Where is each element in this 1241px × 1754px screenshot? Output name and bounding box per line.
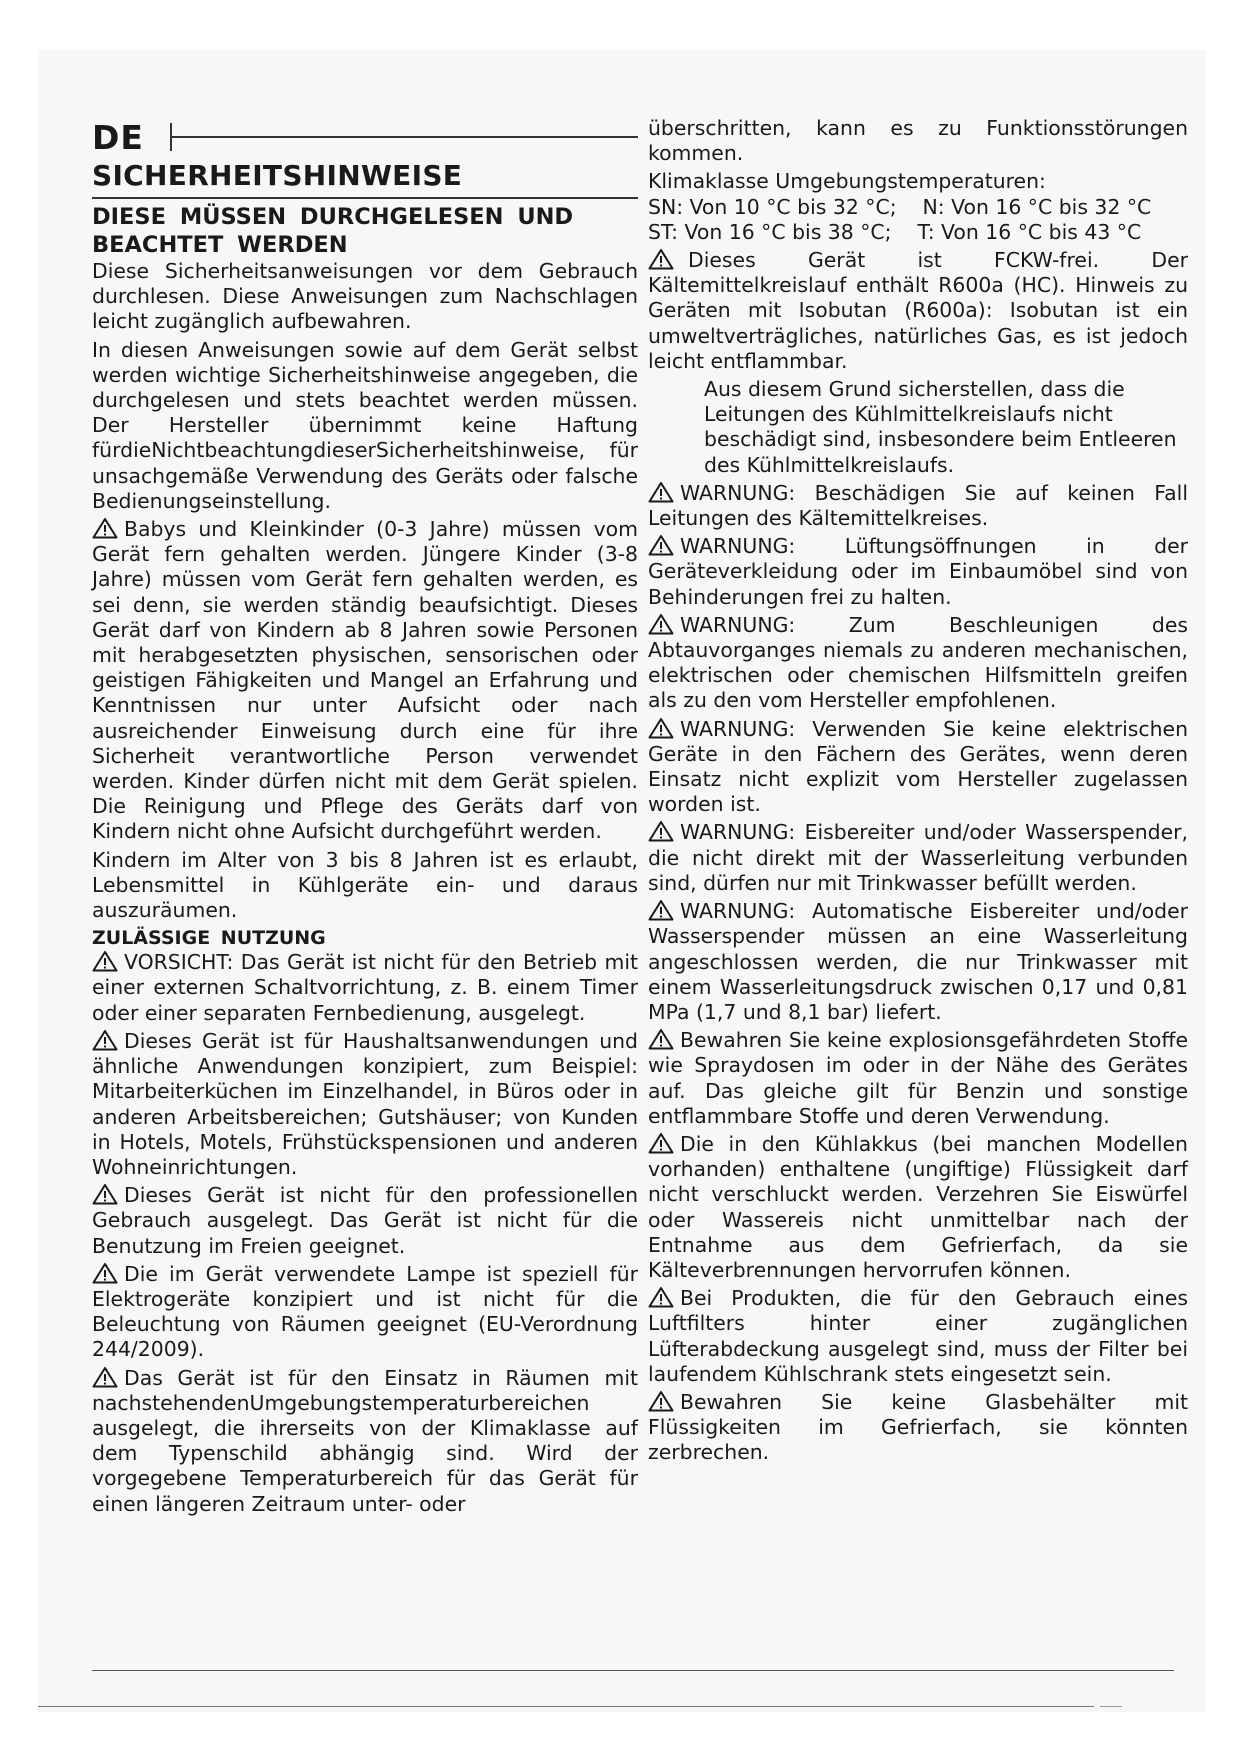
paragraph — [92, 1262, 638, 1363]
warning-icon — [648, 820, 674, 842]
paragraph-text: Bei Produkten, die für den Gebrauch eines Luftfilters hinter einer zugänglichen Lüfterabdeckung ausgelegt sind, muss der Filter bei laufendem Kühlschrank stets eingesetzt sein. — [648, 1286, 1188, 1386]
paragraph — [92, 950, 638, 1026]
paragraph — [92, 1366, 638, 1517]
warning-icon — [648, 1390, 674, 1412]
warning-icon — [648, 613, 674, 635]
right-column — [648, 116, 1188, 1469]
warning-icon — [92, 1366, 118, 1388]
paragraph: Diese Sicherheitsanweisungen vor dem Gebrauch durchlesen. Diese Anweisungen zum Nachschlagen leicht zugänglich aufbewahren. — [92, 259, 638, 334]
paragraph-text: WARNUNG: Zum Beschleunigen des Abtauvorganges niemals zu anderen mechanischen, elektrischen oder chemischen Hilfsmitteln greifen als zu den vom Hersteller empfohlenen. — [648, 612, 1188, 713]
paragraph — [648, 534, 1188, 610]
language-header — [92, 118, 638, 156]
paragraph — [92, 1029, 638, 1180]
paragraph — [648, 1028, 1188, 1129]
paragraph — [648, 1390, 1188, 1466]
warning-icon — [92, 517, 118, 539]
paragraph-text: Babys und Kleinkinder (0-3 Jahre) müssen vom Gerät fern gehalten werden. Jüngere Kinder (3-8 Jahre) müssen vom Gerät fern gehalten werden, es sei denn, sie werden ständig beaufsichtigt. Dieses Gerät darf von Kindern ab 8 Jahren sowie Personen mit herabgesetzten physischen, sensorischen oder geistigen Fähigkeiten und Mangel an Erfahrung und Kenntnissen nur unter Aufsicht oder nach ausreichender Einweisung durch eine für ihre Sicherheit verantwortliche Person verwendet werden. Kinder dürfen nicht mit dem Gerät spielen. Die Reinigung und Pflege des Geräts darf von Kindern nicht ohne Aufsicht durchgeführt werden. — [92, 517, 638, 844]
warning-icon — [648, 1286, 674, 1308]
climate-heading: Klimaklasse Umgebungstemperaturen: — [648, 169, 1046, 194]
paragraph — [648, 613, 1188, 714]
paragraph-text: WARNUNG: Verwenden Sie keine elektrischen Geräte in den Fächern des Gerätes, wenn deren Einsatz nicht explizit vom Hersteller zugelassen worden ist. — [648, 716, 1188, 817]
paragraph-text: Die in den Kühlakkus (bei manchen Modellen vorhanden) enthaltene (ungiftige) Flüssigkeit darf nicht verschluckt werden. Verzehren Sie Eiswürfel oder Wassereis nicht unmittelbar nach der Entnahme aus dem Gefrierfach, da sie Kälteverbrennungen hervorrufen können. — [648, 1131, 1188, 1282]
paragraph — [648, 248, 1188, 374]
climate-t: T: Von 16 °C bis 43 °C — [917, 219, 1142, 244]
paragraph: In diesen Anweisungen sowie auf dem Gerät selbst werden wichtige Sicherheitshinweise angegeben, die durchgelesen und stets beachtet werden müssen. Der Hersteller übernimmt keine Haftung fürdieNichtbeachtungdieserSicherheitshinweise, für unsachgemäße Verwendung des Geräts oder falsche Bedienungseinstellung. — [92, 337, 638, 513]
climate-row — [648, 195, 1188, 220]
paragraph — [648, 717, 1188, 818]
paragraph — [648, 899, 1188, 1025]
paragraph-text: Bewahren Sie keine Glasbehälter mit Flüssigkeiten im Gefrierfach, sie könnten zerbrechen. — [648, 1389, 1188, 1465]
paragraph-text: Dieses Gerät ist FCKW-frei. Der Kältemittelkreislauf enthält R600a (HC). Hinweis zu Geräten mit Isobutan (R600a): Isobutan ist ein umweltverträgliches, natürliches Gas, es ist jedoch leicht entflammbar. — [648, 248, 1188, 373]
paragraph: Aus diesem Grund sicherstellen, dass die Leitungen des Kühlmittelkreislaufs nicht beschädigt sind, insbesondere beim Entleeren des Kühlmittelkreislaufs. — [704, 377, 1177, 477]
footer-divider — [92, 1670, 1174, 1671]
paragraph-text: Die im Gerät verwendete Lampe ist speziell für Elektrogeräte konzipiert und ist nicht für die Beleuchtung von Räumen geeignet (EU-Verordnung 244/2009). — [92, 1261, 638, 1362]
section-subtitle: DIESE MÜSSEN DURCHGELESEN UND BEACHTET WERDEN — [92, 204, 574, 258]
section-title: SICHERHEITSHINWEISE — [92, 158, 638, 199]
warning-icon — [648, 1132, 674, 1154]
paragraph-text: Dieses Gerät ist für Haushaltsanwendungen und ähnliche Anwendungen konzipiert, zum Beispiel: Mitarbeiterküchen im Einzelhandel, in Büros oder in anderen Arbeitsbereichen; Gutshäuser; von Kunden in Hotels, Motels, Frühstückspensionen und anderen Wohneinrichtungen. — [92, 1028, 638, 1179]
warning-icon — [648, 899, 674, 921]
paragraph — [648, 820, 1188, 896]
paragraph-text: VORSICHT: Das Gerät ist nicht für den Betrieb mit einer externen Schaltvorrichtung, z. B. einem Timer oder einer separaten Fernbedienung, ausgelegt. — [92, 950, 638, 1025]
warning-icon — [92, 1183, 118, 1205]
climate-st: ST: Von 16 °C bis 38 °C; — [648, 219, 892, 244]
paragraph-text: Das Gerät ist für den Einsatz in Räumen mit nachstehendenUmgebungstemperaturbereichen ausgelegt, die ihrerseits von der Klimaklasse auf dem Typenschild abhängig sind. Wird der vorgegebene Temperaturbereich für das Gerät für einen längeren Zeitraum unter- oder — [92, 1365, 638, 1516]
warning-icon — [648, 481, 674, 503]
paragraph: überschritten, kann es zu Funktionsstörungen kommen. — [648, 116, 1188, 166]
warning-icon — [92, 950, 118, 972]
warning-icon — [92, 1262, 118, 1284]
warning-icon — [648, 248, 674, 270]
paragraph-text: Dieses Gerät ist nicht für den professionellen Gebrauch ausgelegt. Das Gerät ist nicht für die Benutzung im Freien geeignet. — [92, 1183, 638, 1258]
paragraph-text: WARNUNG: Beschädigen Sie auf keinen Fall Leitungen des Kältemittelkreises. — [648, 480, 1188, 531]
paragraph — [648, 1286, 1188, 1387]
footer-divider — [38, 1706, 1094, 1707]
warning-icon — [648, 534, 674, 556]
paragraph-text: WARNUNG: Eisbereiter und/oder Wasserspender, die nicht direkt mit der Wasserleitung verbunden sind, dürfen nur mit Trinkwasser befüllt werden. — [648, 820, 1188, 895]
warning-icon — [92, 1029, 118, 1051]
paragraph-text: WARNUNG: Lüftungsöffnungen in der Geräteverkleidung oder im Einbaumöbel sind von Behinderungen frei zu halten. — [648, 534, 1188, 609]
left-column — [92, 118, 638, 1520]
paragraph — [92, 517, 638, 845]
paragraph-text: Bewahren Sie keine explosionsgefährdeten Stoffe wie Spraydosen im oder in der Nähe des Gerätes auf. Das gleiche gilt für Benzin und sonstige entflammbare Stoffe und deren Verwendung. — [648, 1028, 1188, 1128]
climate-sn: SN: Von 10 °C bis 32 °C; — [648, 194, 897, 219]
usage-heading: ZULÄSSIGE NUTZUNG — [92, 927, 326, 950]
warning-icon — [648, 1028, 674, 1050]
header-rule — [170, 136, 638, 138]
paragraph: Kindern im Alter von 3 bis 8 Jahren ist es erlaubt, Lebensmittel in Kühlgeräte ein- und daraus auszuräumen. — [92, 847, 638, 923]
paragraph-text: WARNUNG: Automatische Eisbereiter und/oder Wasserspender müssen an eine Wasserleitung angeschlossen werden, die nur Trinkwasser mit einem Wasserleitungsdruck zwischen 0,17 und 0,81 MPa (1,7 und 8,1 bar) liefert. — [648, 899, 1188, 1024]
paragraph — [92, 1183, 638, 1259]
language-code: DE — [92, 118, 144, 157]
paragraph — [648, 481, 1188, 531]
warning-icon — [648, 717, 674, 739]
climate-n: N: Von 16 °C bis 32 °C — [922, 194, 1152, 219]
paragraph — [648, 1132, 1188, 1283]
climate-row — [648, 220, 1188, 245]
footer-divider — [1100, 1706, 1122, 1707]
